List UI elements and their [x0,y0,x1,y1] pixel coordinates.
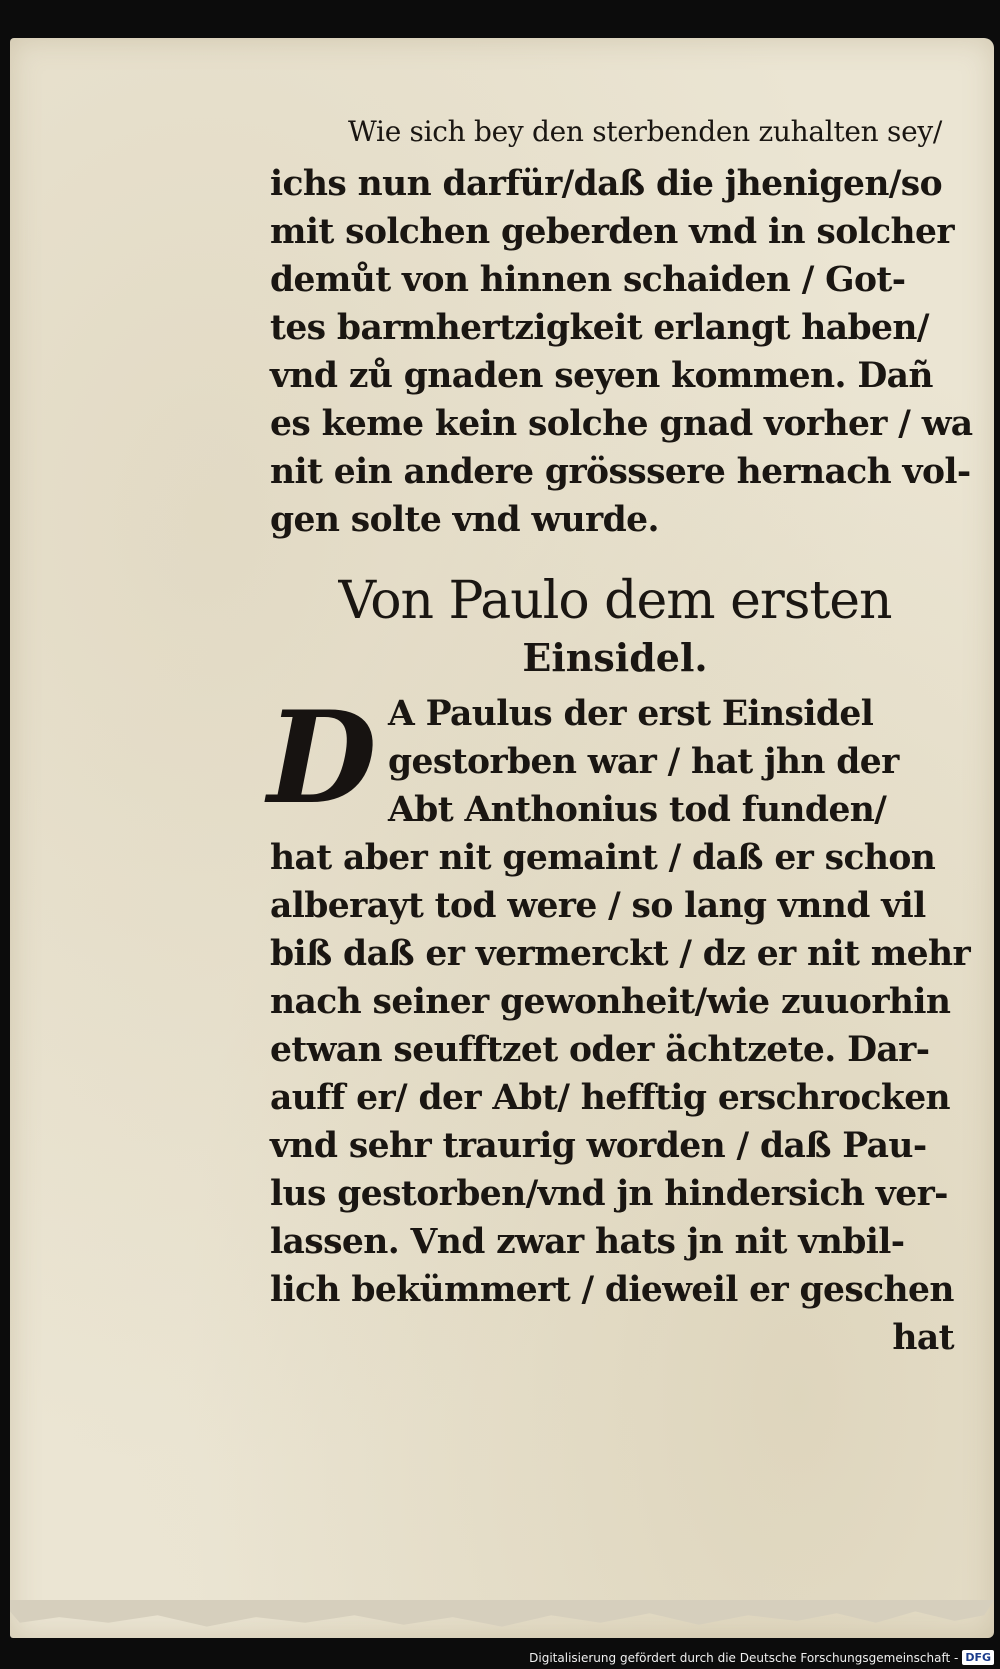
paragraph [270,160,973,544]
text-block [267,112,973,1362]
text-line: biß daß er vermerckt / dz er nit mehr [270,934,971,974]
text-line: gen solte vnd wurde. [270,500,659,540]
text-line: Abt Anthonius tod funden/ [388,790,887,830]
text-line: mit solchen geberden vnd in solcher [270,212,954,252]
body-paragraph [267,684,971,1362]
text-line: vnd zů gnaden seyen kommen. Dañ [270,356,933,396]
funding-credit [529,1650,994,1665]
section-heading [270,570,960,684]
decorated-initial: D [267,684,377,832]
text-line: hat aber nit gemaint / daß er schon [270,838,936,878]
text-line: vnd sehr traurig worden / daß Pau- [270,1126,927,1166]
text-line: etwan seufftzet oder ächtzete. Dar- [270,1030,930,1070]
text-line: auff er/ der Abt/ hefftig erschrocken [270,1078,951,1118]
text-line: lassen. Vnd zwar hats jn nit vnbil- [270,1222,905,1262]
text-line: nit ein andere grösssere hernach vol- [270,452,971,492]
text-line: demůt von hinnen schaiden / Got- [270,260,906,300]
text-line: es keme kein solche gnad vorher / wa [270,404,973,444]
section-title: Von Paulo dem ersten [338,571,892,631]
text-line: lich bekümmert / dieweil er geschen [270,1270,954,1310]
text-line: A Paulus der erst Einsidel [388,694,874,734]
text-line: ichs nun darfür/daß die jhenigen/so [270,164,943,204]
section-subtitle: Einsidel. [522,635,708,680]
text-line: lus gestorben/vnd jn hindersich ver- [270,1174,948,1214]
catchword: hat [892,1318,954,1358]
text-line: tes barmhertzigkeit erlangt haben/ [270,308,929,348]
text-line: nach seiner gewonheit/wie zuuorhin [270,982,951,1022]
text-line: alberayt tod were / so lang vnnd vil [270,886,926,926]
funding-credit-text: Digitalisierung gefördert durch die Deutsche Forschungsgemeinschaft - [529,1650,959,1665]
text-line: gestorben war / hat jhn der [388,742,899,782]
running-head: Wie sich bey den sterbenden zuhalten sey/ [348,115,942,148]
dfg-logo-icon: DFG [962,1650,994,1665]
